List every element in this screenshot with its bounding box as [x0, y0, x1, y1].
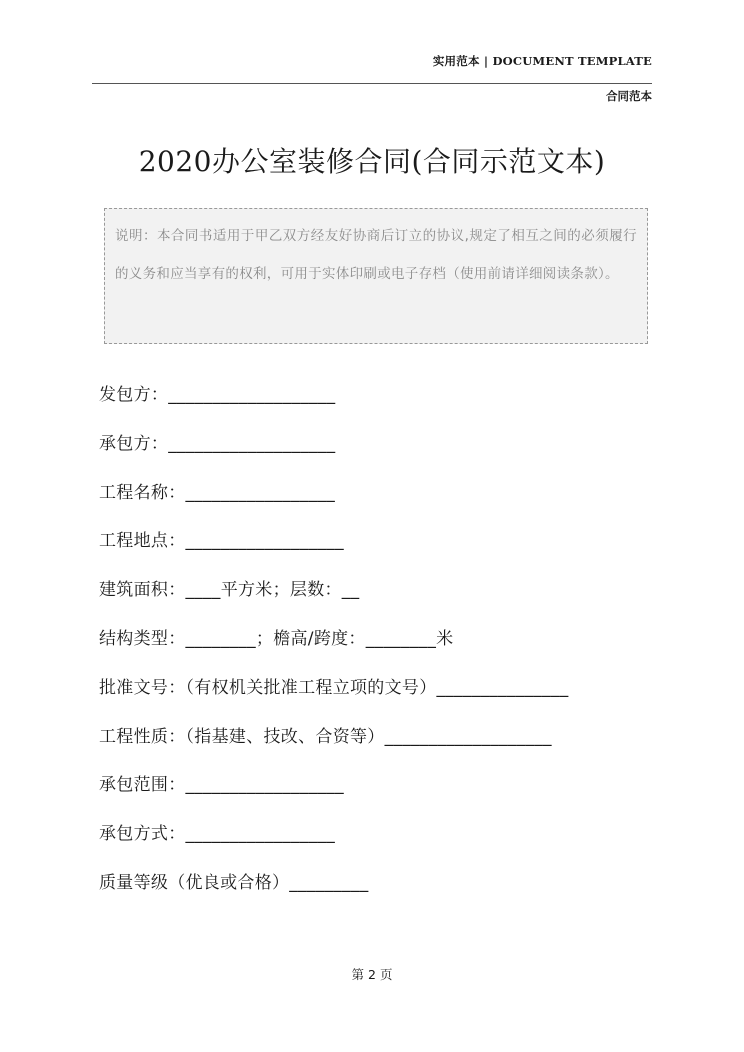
field-project-nature: 工程性质：（指基建、技改、合资等）___________________ [99, 726, 552, 747]
header-doc-type-label: 实用范本 | DOCUMENT TEMPLATE [432, 54, 652, 68]
contract-fields [99, 380, 659, 917]
note-box [104, 208, 648, 344]
header-divider [92, 83, 652, 84]
field-contract-method: 承包方式：_________________ [99, 824, 336, 845]
field-project-name: 工程名称：_________________ [99, 482, 336, 503]
page-number: 第 2 页 [351, 967, 393, 982]
field-contractor: 承包方：___________________ [99, 433, 336, 454]
note-text: 说明：本合同书适用于甲乙双方经友好协商后订立的协议,规定了相互之间的必须履行的义务和应当享有的权利，可用于实体印刷或电子存档（使用前请详细阅读条款）。 [115, 228, 637, 282]
header-category-label: 合同范本 [606, 89, 652, 103]
field-quality-grade: 质量等级（优良或合格）_________ [99, 872, 369, 893]
field-contract-scope: 承包范围：__________________ [99, 775, 344, 796]
field-building-area: 建筑面积：____平方米；层数：__ [99, 580, 360, 601]
field-structure-type: 结构类型：________；檐高/跨度：________米 [99, 628, 454, 649]
document-title: 2020办公室装修合同(合同示范文本) [138, 145, 606, 178]
field-approval-number: 批准文号：（有权机关批准工程立项的文号）_______________ [99, 677, 569, 698]
field-project-location: 工程地点：__________________ [99, 531, 344, 552]
field-contractor-issuer: 发包方：___________________ [99, 385, 336, 405]
